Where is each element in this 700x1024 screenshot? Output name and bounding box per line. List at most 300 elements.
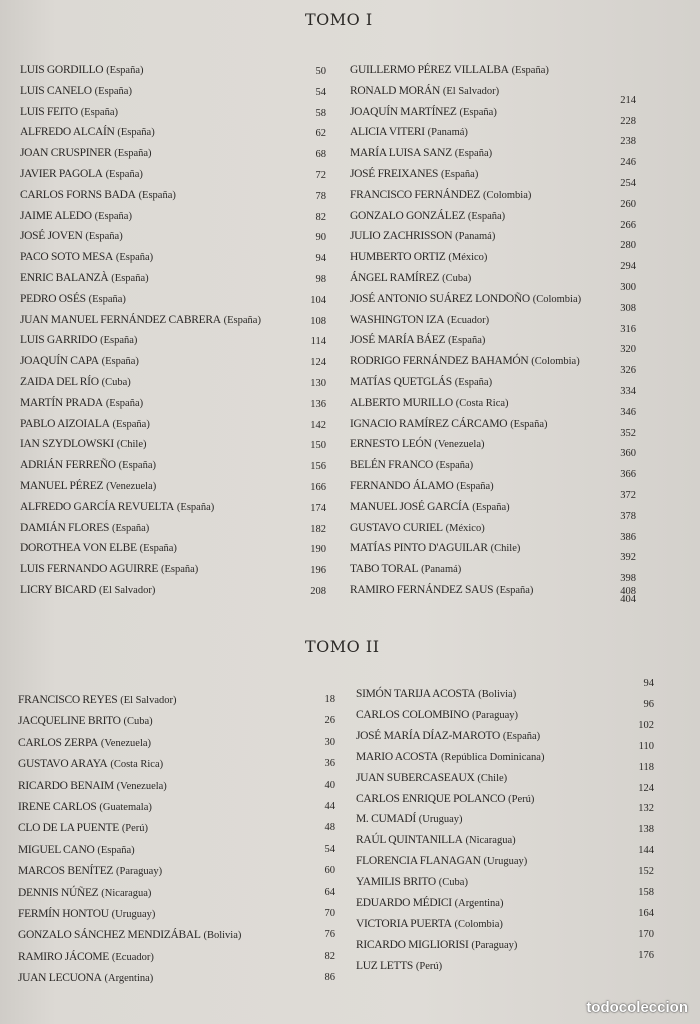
artist-name: ALICIA VITERI (350, 126, 425, 139)
artist-name: FLORENCIA FLANAGAN (356, 855, 481, 868)
page-number: 104 (310, 294, 326, 306)
page-number: 182 (310, 523, 326, 535)
page-number: 70 (324, 908, 335, 919)
index-entry (350, 480, 494, 492)
page-number: 58 (315, 107, 326, 119)
artist-country: (Chile) (490, 543, 521, 555)
page-number: 76 (324, 929, 335, 941)
index-entry (20, 85, 132, 97)
index-entry (356, 897, 503, 909)
index-entry (356, 918, 503, 930)
artist-country: (España) (100, 335, 138, 347)
page-number: 108 (310, 315, 326, 327)
page-number: 118 (638, 761, 654, 773)
index-entry (350, 501, 510, 513)
artist-name: JULIO ZACHRISSON (350, 230, 453, 243)
page-number: 372 (620, 490, 636, 501)
index-entry (18, 929, 241, 941)
page-number: 102 (638, 719, 654, 731)
artist-country: (Colombia) (482, 189, 532, 201)
index-entry (20, 563, 198, 575)
page-number: 316 (620, 323, 636, 335)
page-number: 114 (310, 336, 326, 348)
index-entry (356, 793, 534, 805)
artist-country: (España) (97, 844, 135, 856)
index-entry (20, 314, 261, 326)
page-number: 398 (620, 573, 636, 585)
artist-country: (Panamá) (455, 231, 496, 243)
index-entry (20, 355, 139, 367)
artist-country: (Venezuela) (106, 481, 157, 492)
artist-country: (España) (106, 65, 144, 76)
artist-country: (Perú) (415, 960, 443, 972)
tomo-2-heading: TOMO II (305, 637, 380, 656)
page-number: 254 (620, 178, 636, 189)
artist-name: MARCOS BENÍTEZ (18, 865, 114, 878)
index-entry (20, 293, 126, 305)
index-entry (350, 584, 533, 596)
page-number: 94 (315, 253, 326, 265)
page-number: 326 (620, 365, 636, 377)
artist-country: (España) (105, 169, 143, 180)
artist-name: GUILLERMO PÉREZ VILLALBA (350, 64, 509, 76)
artist-name: MANUEL PÉREZ (20, 480, 104, 492)
page-number: 334 (620, 386, 636, 397)
artist-country: (España) (115, 252, 154, 264)
artist-country: (España) (160, 564, 199, 576)
index-entry (20, 584, 155, 596)
page-number: 48 (324, 822, 335, 834)
page-number: 386 (620, 531, 636, 543)
artist-country: (Cuba) (442, 273, 472, 284)
artist-name: MARÍA LUISA SANZ (350, 147, 452, 160)
artist-country: (España) (510, 418, 548, 430)
page-number: 238 (620, 136, 636, 148)
index-entry (356, 939, 517, 951)
page-number: 94 (643, 678, 654, 689)
artist-country: (España) (448, 335, 486, 347)
index-entry (20, 126, 155, 138)
index-entry (350, 438, 485, 450)
artist-name: ERNESTO LEÓN (350, 438, 432, 451)
index-entry (20, 168, 143, 180)
artist-country: (Ecuador) (447, 314, 490, 326)
artist-name: TABO TORAL (350, 563, 419, 576)
page-number: 144 (638, 845, 654, 857)
index-entry (20, 418, 150, 430)
artist-country: (Ecuador) (111, 951, 154, 963)
artist-name: HUMBERTO ORTIZ (350, 251, 446, 264)
artist-name: RAMIRO JÁCOME (18, 950, 109, 963)
page-number: 366 (620, 469, 636, 481)
artist-country: (Venezuela) (116, 780, 167, 792)
index-entry (350, 147, 492, 159)
artist-country: (España) (111, 522, 150, 534)
artist-country: (España) (105, 397, 144, 409)
index-entry (350, 376, 492, 388)
artist-name: ZAIDA DEL RÍO (20, 376, 99, 388)
artist-country: (España) (118, 460, 156, 472)
artist-name: JOSÉ MARÍA BÁEZ (350, 334, 446, 347)
artist-name: RICARDO MIGLIORISI (356, 938, 469, 951)
index-entry (18, 801, 152, 813)
artist-name: JAVIER PAGOLA (20, 168, 103, 180)
artist-country: (Paraguay) (116, 866, 163, 878)
index-entry (350, 251, 487, 263)
artist-name: ALBERTO MURILLO (350, 396, 453, 409)
index-entry (350, 189, 531, 201)
index-entry (18, 780, 167, 792)
index-entry (18, 844, 135, 856)
artist-name: JUAN LECUONA (18, 972, 102, 985)
page-number: 82 (315, 211, 326, 223)
artist-name: CARLOS ZERPA (18, 736, 99, 749)
artist-name: MARTÍN PRADA (20, 396, 103, 409)
index-entry (350, 106, 497, 118)
artist-name: JOSÉ MARÍA DÍAZ-MAROTO (356, 729, 500, 742)
page-number: 176 (638, 949, 654, 961)
index-entry (18, 951, 154, 963)
index-entry (350, 459, 473, 471)
artist-country: (Argentina) (104, 973, 154, 985)
artist-name: GONZALO GONZÁLEZ (350, 209, 465, 222)
artist-country: (Argentina) (454, 898, 504, 909)
artist-name: LUZ LETTS (356, 959, 414, 972)
artist-country: (Colombia) (531, 356, 580, 368)
page-number: 82 (324, 950, 335, 962)
page-number: 90 (315, 232, 326, 244)
index-entry (20, 480, 156, 492)
page-number: 18 (324, 694, 335, 705)
index-entry (350, 85, 499, 97)
artist-name: RAMIRO FERNÁNDEZ SAUS (350, 584, 494, 596)
page-number: 158 (638, 887, 654, 898)
artist-country: (España) (117, 127, 155, 139)
page-number: 130 (310, 378, 326, 389)
artist-country: (Paraguay) (471, 709, 519, 721)
page-number: 86 (324, 972, 335, 984)
artist-country: (España) (139, 543, 177, 555)
page-number: 166 (310, 482, 326, 493)
artist-country: (El Salvador) (442, 85, 500, 97)
artist-country: (España) (511, 65, 549, 76)
artist-name: CARLOS ENRIQUE POLANCO (356, 792, 506, 805)
artist-country: (España) (112, 418, 150, 430)
artist-name: MATÍAS PINTO D'AGUILAR (350, 542, 488, 555)
index-entry (356, 834, 516, 846)
index-entry (20, 189, 176, 201)
page-number: 26 (324, 715, 335, 727)
index-entry (350, 397, 509, 409)
artist-country: (España) (454, 377, 493, 388)
artist-name: ENRIC BALANZÀ (20, 272, 109, 284)
artist-name: LUIS FERNANDO AGUIRRE (20, 563, 159, 576)
artist-country: (Costa Rica) (455, 397, 509, 409)
page-number: 150 (310, 440, 326, 452)
index-entry (356, 876, 468, 888)
index-entry (350, 168, 478, 180)
artist-name: LUIS CANELO (20, 84, 92, 97)
artist-country: (Perú) (508, 793, 535, 805)
index-entry (18, 758, 163, 770)
artist-country: (Guatemala) (99, 802, 152, 813)
artist-name: IGNACIO RAMÍREZ CÁRCAMO (350, 417, 508, 430)
artist-name: LUIS FEITO (20, 105, 78, 118)
index-entry (20, 334, 137, 346)
page-number: 30 (324, 736, 335, 748)
artist-name: JOAQUÍN MARTÍNEZ (350, 105, 457, 118)
artist-name: CARLOS FORNS BADA (20, 188, 136, 201)
index-entry (350, 563, 461, 575)
index-entry (350, 542, 520, 554)
page-number: 346 (620, 406, 636, 418)
page-number: 78 (315, 190, 326, 202)
index-entry (356, 709, 518, 721)
artist-country: (España) (94, 85, 132, 97)
artist-name: FRANCISCO REYES (18, 694, 118, 706)
index-entry (356, 960, 442, 972)
index-entry (350, 230, 495, 242)
page-number: 110 (638, 740, 654, 752)
page-number: 378 (620, 510, 636, 522)
index-entry (350, 418, 548, 430)
index-entry (356, 855, 527, 867)
index-entry (18, 694, 177, 706)
artist-name: MANUEL JOSÉ GARCÍA (350, 500, 470, 513)
artist-country: (España) (94, 210, 132, 222)
artist-name: GUSTAVO ARAYA (18, 758, 108, 771)
index-entry (20, 376, 131, 388)
index-entry (350, 293, 581, 305)
artist-country: (Nicaragua) (465, 835, 516, 847)
artist-country: (España) (85, 231, 123, 243)
index-entry (20, 438, 146, 450)
page-number: 136 (310, 398, 326, 410)
artist-country: (España) (111, 273, 149, 284)
artist-country: (España) (80, 106, 119, 118)
artist-name: ADRIÁN FERREÑO (20, 459, 116, 472)
artist-country: (España) (454, 148, 493, 160)
artist-name: LUIS GORDILLO (20, 64, 104, 76)
artist-country: (Nicaragua) (101, 887, 152, 899)
page-number: 196 (310, 565, 326, 577)
artist-name: WASHINGTON IZA (350, 313, 445, 326)
page-number: 246 (620, 157, 636, 169)
artist-name: PEDRO OSÉS (20, 292, 86, 305)
artist-name: PABLO AIZOIALA (20, 417, 110, 430)
index-entry (350, 64, 549, 76)
artist-country: (España) (176, 501, 215, 513)
artist-country: (España) (502, 730, 541, 742)
artist-name: CLO DE LA PUENTE (18, 822, 119, 835)
artist-country: (España) (459, 106, 497, 118)
artist-name: MATÍAS QUETGLÁS (350, 376, 452, 388)
index-entry (18, 822, 148, 834)
index-entry (350, 272, 471, 284)
index-entry (18, 737, 151, 749)
artist-name: ALFREDO GARCÍA REVUELTA (20, 500, 175, 513)
artist-name: DOROTHEA VON ELBE (20, 542, 137, 555)
page-number: 170 (638, 928, 654, 940)
artist-country: (Perú) (121, 823, 149, 835)
artist-country: (Costa Rica) (110, 759, 164, 771)
page-number: 320 (620, 344, 636, 356)
artist-name: FRANCISCO FERNÁNDEZ (350, 188, 481, 201)
artist-country: (Cuba) (101, 377, 131, 388)
artist-country: (México) (448, 252, 488, 264)
artist-country: (España) (88, 293, 126, 305)
artist-country: (Cuba) (123, 716, 153, 728)
artist-name: JUAN MANUEL FERNÁNDEZ CABRERA (20, 313, 221, 326)
artist-country: (España) (496, 585, 534, 596)
index-entry (20, 251, 153, 263)
artist-country: (Paraguay) (471, 939, 518, 951)
index-entry (350, 210, 505, 222)
artist-country: (Bolivia) (203, 930, 242, 942)
index-entry (20, 210, 132, 222)
page-number: 60 (324, 865, 335, 877)
page-number: 124 (638, 782, 654, 794)
index-entry (356, 730, 540, 742)
artist-name: JACQUELINE BRITO (18, 715, 121, 728)
artist-name: M. CUMADÍ (356, 813, 416, 826)
artist-country: (Bolivia) (478, 689, 517, 700)
index-entry (356, 751, 544, 763)
artist-name: RODRIGO FERNÁNDEZ BAHAMÓN (350, 355, 529, 368)
page-number: 280 (620, 240, 636, 252)
index-entry (20, 522, 149, 534)
page-number: 228 (620, 115, 636, 127)
index-entry (350, 334, 485, 346)
artist-country: (España) (467, 210, 506, 222)
artist-name: DENNIS NÚÑEZ (18, 886, 99, 899)
artist-name: ÁNGEL RAMÍREZ (350, 272, 440, 284)
artist-name: JOAN CRUSPINER (20, 147, 112, 160)
page-number: 300 (620, 282, 636, 293)
index-entry (356, 772, 507, 784)
index-entry (356, 813, 463, 825)
page-number: 214 (620, 94, 636, 106)
artist-country: (España) (223, 314, 261, 326)
artist-name: EDUARDO MÉDICI (356, 897, 452, 909)
page-number: 68 (315, 149, 326, 161)
artist-country: (El Salvador) (99, 585, 156, 596)
artist-country: (Uruguay) (418, 814, 463, 826)
index-entry (350, 126, 468, 138)
watermark-logo (586, 999, 688, 1016)
artist-name: JOSÉ JOVEN (20, 230, 83, 243)
artist-country: (Venezuela) (434, 439, 485, 451)
index-entry (356, 688, 516, 700)
artist-name: FERNANDO ÁLAMO (350, 480, 454, 492)
artist-name: DAMIÁN FLORES (20, 521, 110, 534)
artist-country: (Panamá) (421, 564, 462, 576)
page-number: 308 (620, 302, 636, 314)
index-entry (18, 908, 155, 920)
artist-name: GONZALO SÁNCHEZ MENDIZÁBAL (18, 929, 201, 942)
page-number: 352 (620, 427, 636, 439)
index-entry (350, 355, 580, 367)
page-number: 72 (315, 170, 326, 181)
index-entry (20, 147, 152, 159)
artist-country: (Chile) (477, 772, 508, 784)
artist-name: IRENE CARLOS (18, 801, 97, 813)
index-entry (18, 972, 153, 984)
artist-name: ALFREDO ALCAÍN (20, 126, 115, 139)
page-number: 260 (620, 198, 636, 210)
index-entry (20, 106, 118, 118)
page-number: 156 (310, 461, 326, 473)
index-entry (20, 64, 144, 76)
tomo-1-extra-page-number: 408 (620, 586, 636, 597)
artist-name: GUSTAVO CURIEL (350, 521, 443, 534)
index-entry (20, 397, 143, 409)
page-number: 124 (310, 357, 326, 369)
artist-name: RICARDO BENAIM (18, 779, 114, 792)
page-number: 64 (324, 886, 335, 898)
artist-country: (Uruguay) (111, 909, 156, 920)
artist-country: (República Dominicana) (440, 751, 545, 763)
artist-name: BELÉN FRANCO (350, 459, 433, 472)
artist-country: (España) (472, 501, 510, 513)
artist-name: YAMILIS BRITO (356, 876, 436, 889)
artist-country: (México) (445, 522, 485, 534)
page-number: 190 (310, 544, 326, 556)
artist-name: IAN SZYDLOWSKI (20, 438, 114, 451)
index-entry (20, 230, 123, 242)
artist-name: FERMÍN HONTOU (18, 908, 109, 920)
page-number: 50 (315, 66, 326, 77)
page-number: 132 (638, 803, 654, 815)
page-number: 142 (310, 419, 326, 431)
page-number: 98 (315, 274, 326, 285)
page-number: 266 (620, 219, 636, 231)
index-entry (18, 715, 153, 727)
artist-name: MIGUEL CANO (18, 843, 95, 856)
artist-country: (Colombia) (532, 293, 582, 305)
artist-name: CARLOS COLOMBINO (356, 708, 470, 721)
artist-name: SIMÓN TARIJA ACOSTA (356, 688, 476, 700)
artist-country: (España) (441, 169, 479, 180)
index-entry (20, 459, 156, 471)
artist-name: MARIO ACOSTA (356, 750, 439, 763)
artist-name: JOSÉ ANTONIO SUÁREZ LONDOÑO (350, 292, 530, 305)
artist-name: LICRY BICARD (20, 584, 97, 596)
artist-country: (Uruguay) (483, 856, 528, 868)
page-number: 96 (643, 698, 654, 710)
index-entry (18, 865, 162, 877)
artist-country: (Chile) (116, 439, 147, 451)
index-entry (20, 501, 214, 513)
page-number: 44 (324, 801, 335, 812)
page-number: 152 (638, 866, 654, 878)
artist-name: JOAQUÍN CAPA (20, 355, 99, 368)
page-number: 404 (620, 594, 636, 605)
artist-name: PACO SOTO MESA (20, 251, 113, 264)
index-entry (20, 542, 177, 554)
artist-country: (España) (114, 148, 152, 160)
artist-name: RAÚL QUINTANILLA (356, 834, 463, 847)
page-number: 138 (638, 824, 654, 836)
artist-name: VICTORIA PUERTA (356, 917, 452, 930)
artist-country: (Panamá) (427, 127, 468, 139)
page-number: 208 (310, 586, 326, 597)
artist-country: (El Salvador) (120, 695, 177, 706)
artist-country: (España) (435, 460, 474, 472)
index-entry (20, 272, 149, 284)
page-number: 294 (620, 261, 636, 273)
artist-name: LUIS GARRIDO (20, 334, 98, 347)
